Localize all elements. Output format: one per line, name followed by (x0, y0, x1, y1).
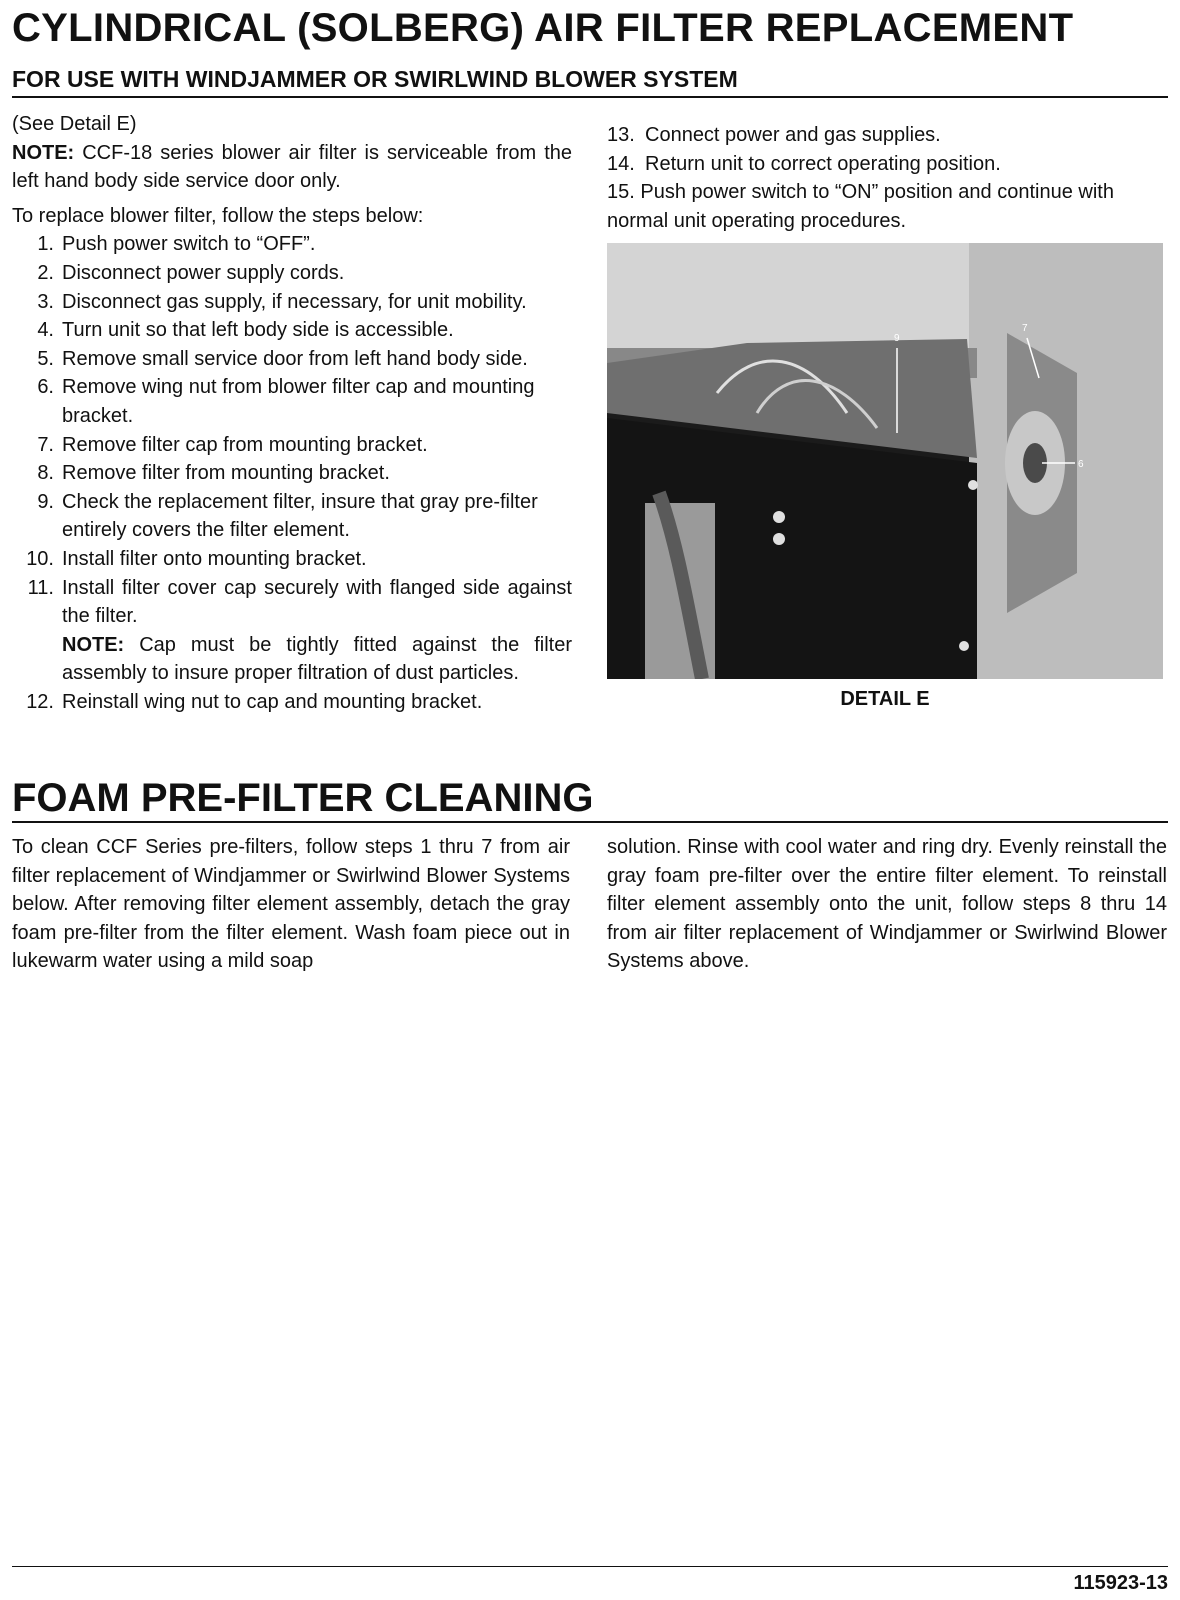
page-number: 115923-13 (1073, 1572, 1168, 1594)
see-detail-text: (See Detail E) (12, 113, 137, 135)
list-item: 7. Remove filter cap from mounting bracket. (37, 433, 428, 456)
list-item: 1. Push power switch to “OFF”. (37, 233, 316, 256)
callout-6: 6 (1078, 459, 1084, 470)
list-item: 4. Turn unit so that left body side is accessible. (37, 319, 454, 342)
foam-paragraph-left: To clean CCF Series pre-filters, follow steps 1 thru 7 from air filter replacement of Windjammer or Swirlwind Blower Systems below. After removing filter element assembly, detach the gray foam pre-filter from the filter element. Wash foam piece out in lukewarm water using a mild soap (12, 836, 570, 973)
list-item: 15. Push power switch to “ON” position and continue with normal unit operating procedures. (607, 181, 1114, 232)
list-item: 14. Return unit to correct operating position. (607, 152, 1001, 175)
page-title: CYLINDRICAL (SOLBERG) AIR FILTER REPLACEMENT (12, 6, 1074, 50)
list-item: 2. Disconnect power supply cords. (37, 261, 345, 284)
note-text: CCF-18 series blower air filter is serviceable from the left hand body side service door only. (12, 141, 572, 193)
list-item: 6. Remove wing nut from blower filter cap and mounting bracket. (37, 376, 535, 427)
instructions-right-column (607, 121, 1167, 235)
list-item: 5. Remove small service door from left hand body side. (37, 347, 528, 370)
list-item: 13. Connect power and gas supplies. (607, 124, 941, 146)
list-item: 8. Remove filter from mounting bracket. (37, 462, 390, 485)
list-item: 3. Disconnect gas supply, if necessary, for unit mobility. (37, 290, 527, 313)
page-subtitle: FOR USE WITH WINDJAMMER OR SWIRLWIND BLOWER SYSTEM (12, 66, 738, 92)
section-rule (12, 821, 1168, 823)
intro-note (12, 139, 572, 196)
list-item: 9. Check the replacement filter, insure that gray pre-filter entirely covers the filter element. (37, 490, 538, 542)
section-title: FOAM PRE-FILTER CLEANING (12, 776, 594, 820)
note-label: NOTE: (12, 141, 75, 164)
callout-9: 9 (894, 333, 900, 344)
list-item: 11. Install filter cover cap securely with flanged side against the filter. NOTE: Cap must be tightly fitted against the filter assembly to insure proper filtration of dust particles. (27, 576, 572, 685)
header-rule (12, 96, 1168, 98)
callout-7: 7 (1022, 323, 1028, 334)
step-note-label: NOTE: (62, 633, 125, 656)
list-item: 12. Reinstall wing nut to cap and mounting bracket. (26, 690, 483, 713)
foam-paragraph-right: solution. Rinse with cool water and ring dry. Evenly reinstall the gray foam pre-filter over the entire filter element. To reinstall filter element assembly onto the unit, follow steps 8 thru 14 from air filter replacement of Windjammer or Swirlwind Blower Systems above. (607, 836, 1167, 973)
detail-e-photo (607, 243, 1163, 679)
footer-rule (12, 1566, 1168, 1567)
step-note-text: Cap must be tightly fitted against the filter assembly to insure proper filtration of dust particles. (62, 633, 572, 685)
figure-caption: DETAIL E (840, 688, 930, 710)
list-item: 10. Install filter onto mounting bracket. (26, 547, 367, 570)
instructions-left-column (12, 110, 572, 716)
steps-lead: To replace blower filter, follow the steps below: (12, 204, 424, 227)
